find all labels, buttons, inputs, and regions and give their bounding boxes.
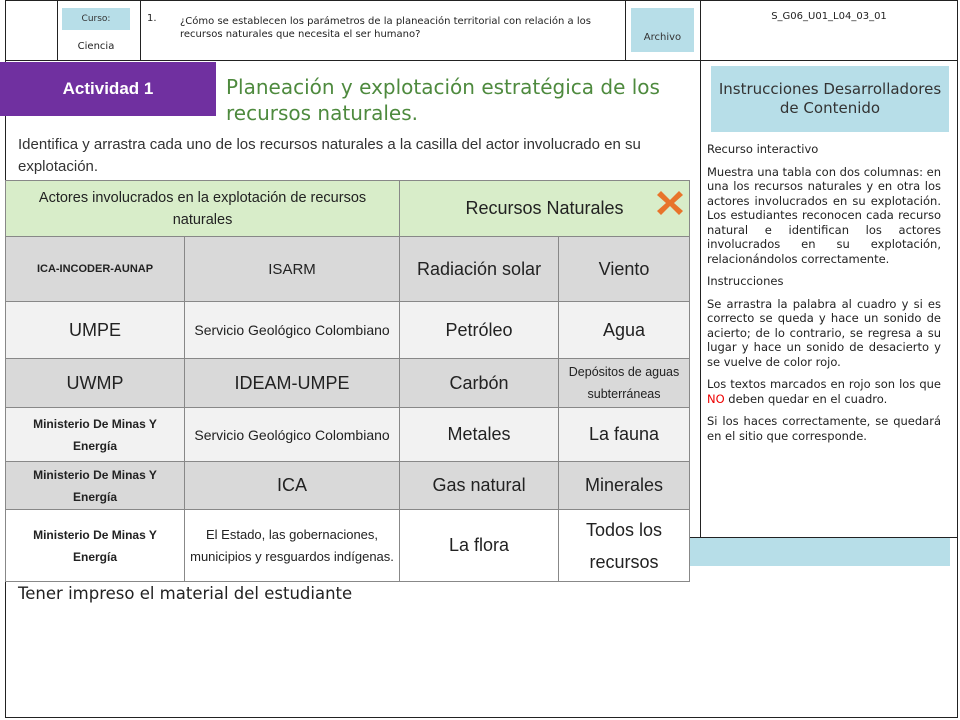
header-divider-3	[625, 0, 626, 60]
resource-cell[interactable]: Gas natural	[400, 462, 559, 510]
side-p5	[707, 377, 941, 406]
resource-cell[interactable]: Viento	[559, 237, 690, 302]
actor-cell[interactable]: UWMP	[6, 359, 185, 408]
side-p5-red: NO	[707, 391, 725, 406]
resource-cell[interactable]: Depósitos de aguas subterráneas	[559, 359, 690, 408]
side-p4: Se arrastra la palabra al cuadro y si es correcto se queda y hace un sonido de acierto; de lo contrario, se regresa a su lugar y hace un sonido de desacierto y se vuelve de color rojo.	[707, 296, 941, 369]
activity-instruction: Identifica y arrastra cada uno de los recursos naturales a la casilla del actor involucrado en su explotación.	[18, 136, 641, 175]
actor-cell[interactable]: El Estado, las gobernaciones, municipios y resguardos indígenas.	[185, 510, 400, 582]
resource-cell[interactable]: Carbón	[400, 359, 559, 408]
table-row	[6, 408, 690, 462]
question-text: ¿Cómo se establecen los parámetros de la planeación territorial con relación a los recursos naturales que necesita el ser humano?	[180, 16, 591, 40]
close-icon[interactable]	[655, 188, 685, 218]
resource-code: S_G06_U01_L04_03_01	[771, 11, 887, 22]
side-p5-a: Los textos marcados en rojo son los que	[707, 377, 941, 391]
header-bottom	[5, 60, 958, 61]
resource-cell[interactable]: Radiación solar	[400, 237, 559, 302]
header-actors: Actores involucrados en la explotación de recursos naturales	[6, 181, 400, 237]
side-p3: Instrucciones	[707, 274, 784, 288]
resource-cell[interactable]: Petróleo	[400, 302, 559, 359]
curso-value: Ciencia	[77, 41, 115, 52]
actor-cell[interactable]: Servicio Geológico Colombiano	[185, 408, 400, 462]
table-header-row	[6, 181, 690, 237]
actor-cell[interactable]: Ministerio De Minas Y Energía	[6, 408, 185, 462]
side-divider	[700, 60, 701, 538]
side-panel-text	[707, 142, 941, 451]
question-number: 1.	[147, 13, 157, 24]
side-panel-bottom-bar	[690, 538, 950, 566]
side-p6: Si los haces correctamente, se quedará en el sitio que corresponde.	[707, 414, 941, 443]
resources-table	[5, 180, 690, 582]
header-divider-2	[140, 0, 141, 60]
actor-cell[interactable]: Ministerio De Minas Y Energía	[6, 510, 185, 582]
resource-cell[interactable]: Minerales	[559, 462, 690, 510]
actor-cell[interactable]: ISARM	[185, 237, 400, 302]
frame-top	[5, 0, 958, 1]
resource-cell[interactable]: Agua	[559, 302, 690, 359]
header-resources: Recursos Naturales	[400, 181, 690, 237]
table-row	[6, 510, 690, 582]
header-divider-4	[700, 0, 701, 60]
side-p2: Muestra una tabla con dos columnas: en una los recursos naturales y en otra los actores involucrados en su explotación. Los estudiantes reconocen cada recurso natural e identifican los actores involucrados en su explotación, relacionándolos correctamente.	[707, 164, 941, 266]
side-p5-b: deben quedar en el cuadro.	[724, 391, 888, 406]
frame-right	[957, 0, 958, 718]
resource-cell[interactable]: La fauna	[559, 408, 690, 462]
side-panel-title: Instrucciones Desarrolladores de Contenido	[711, 66, 949, 132]
table-row	[6, 237, 690, 302]
table-row	[6, 462, 690, 510]
table-row	[6, 302, 690, 359]
resource-cell[interactable]: La flora	[400, 510, 559, 582]
footer-note: Tener impreso el material del estudiante	[18, 584, 353, 603]
resource-cell[interactable]: Metales	[400, 408, 559, 462]
header-divider-1	[57, 0, 58, 60]
actor-cell[interactable]: IDEAM-UMPE	[185, 359, 400, 408]
actor-cell[interactable]: UMPE	[6, 302, 185, 359]
frame-bottom	[5, 717, 958, 718]
actor-cell[interactable]: Ministerio De Minas Y Energía	[6, 462, 185, 510]
actor-cell[interactable]: ICA	[185, 462, 400, 510]
actor-cell[interactable]: Servicio Geológico Colombiano	[185, 302, 400, 359]
activity-title: Planeación y explotación estratégica de los recursos naturales.	[226, 75, 660, 125]
table-row	[6, 359, 690, 408]
archivo-label: Archivo	[631, 8, 694, 52]
activity-badge: Actividad 1	[0, 62, 216, 116]
side-p1: Recurso interactivo	[707, 142, 819, 156]
resource-cell[interactable]: Todos los recursos	[559, 510, 690, 582]
curso-label: Curso:	[62, 8, 130, 30]
actor-cell[interactable]: ICA-INCODER-AUNAP	[6, 237, 185, 302]
close-icon-shape	[655, 188, 685, 218]
